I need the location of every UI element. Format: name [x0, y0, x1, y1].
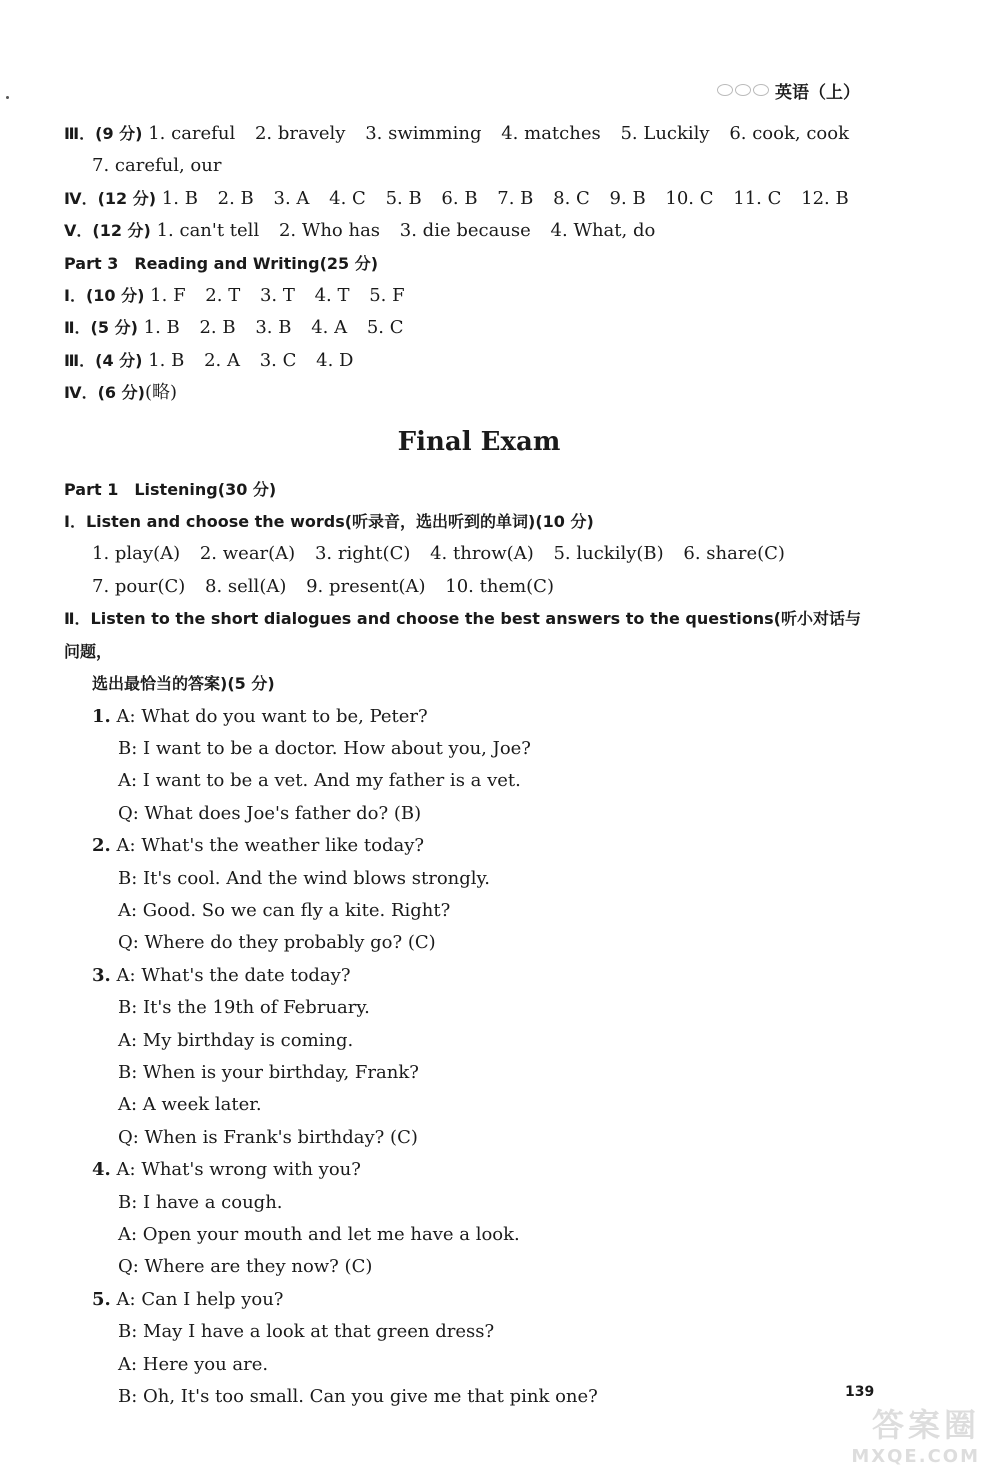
answer: 1. can't tell: [156, 220, 260, 242]
listening-section-ii-title-cont: 选出最恰当的答案)(5 分): [92, 674, 275, 694]
answer: 9. present(A): [306, 575, 426, 597]
answer: 3. swimming: [365, 123, 482, 144]
watermark-domain: MXQE.COM: [851, 1446, 980, 1467]
answer: 4. C: [329, 187, 366, 209]
listening-section-ii-title: Ⅱ．Listen to the short dialogues and choose the best answers to the questions(听小对话与问题，: [64, 609, 861, 661]
answer: 11. C: [733, 187, 782, 209]
answer: 2. B: [217, 187, 254, 209]
part3-iii-answers: Ⅲ．(4 分) 1. B 2. A 3. C 4. D: [64, 349, 354, 371]
answer: 2. Who has: [278, 220, 381, 242]
scan-mark: [6, 96, 9, 99]
answer: 8. C: [553, 187, 590, 209]
answer: 5. C: [366, 317, 404, 339]
answer: 4. throw(A): [430, 543, 534, 565]
dialogue-line: B: I want to be a doctor. How about you, Joe?: [118, 737, 531, 759]
answer: 3. T: [259, 285, 295, 307]
watermark-logo: [830, 1400, 980, 1472]
answer: 1. F: [150, 285, 186, 307]
dialogue-line: A: I want to be a vet. And my father is a vet.: [118, 770, 521, 792]
dialogue-line: B: It's the 19th of February.: [118, 997, 370, 1019]
answer: 1. B: [143, 317, 180, 339]
answer: 1. careful: [148, 123, 236, 144]
dialogue-line: A: Here you are.: [118, 1353, 269, 1375]
section-v-answers: Ⅴ．(12 分) 1. can't tell 2. Who has 3. die because 4. What, do: [64, 220, 656, 242]
answer: 4. T: [314, 285, 350, 307]
dialogue-line: 2. A: What's the weather like today?: [92, 835, 425, 857]
dialogue-line: A: Open your mouth and let me have a look.: [118, 1224, 520, 1245]
watermark-text: 答案圈: [871, 1406, 980, 1444]
answer: 3. B: [255, 317, 292, 339]
answer: 4. What, do: [550, 220, 656, 242]
answer: 10. C: [665, 187, 714, 209]
answer: 1. B: [161, 187, 198, 209]
answer-note: (略): [144, 382, 177, 404]
answer: 3. C: [259, 349, 297, 371]
answer: 1. B: [148, 349, 185, 371]
dialogue-line: B: When is your birthday, Frank?: [118, 1061, 419, 1083]
part3-iv-answers: Ⅳ．(6 分)(略): [64, 382, 177, 404]
answer: 5. luckily(B): [553, 543, 664, 565]
dialogue-line: 4. A: What's wrong with you?: [92, 1159, 361, 1181]
answer: 3. die because: [399, 220, 531, 242]
dialogue-line: A: Good. So we can fly a kite. Right?: [118, 899, 451, 921]
answer: 12. B: [801, 187, 849, 209]
answer: 4. A: [311, 317, 348, 339]
dialogue-line: Q: What does Joe's father do? (B): [118, 802, 422, 824]
answer: 1. play(A): [92, 543, 181, 565]
dialogue-line: Q: When is Frank's birthday? (C): [118, 1126, 418, 1148]
part3-title: Part 3 Reading and Writing(25 分): [64, 253, 379, 273]
page-header: [717, 76, 860, 104]
answer: 2. T: [205, 285, 241, 307]
page-number: 139: [845, 1384, 875, 1400]
dialogue-line: B: I have a cough.: [118, 1191, 283, 1213]
answer: 3. A: [273, 187, 310, 209]
answer: 2. B: [199, 317, 236, 339]
part3-i-answers: Ⅰ．(10 分) 1. F 2. T 3. T 4. T 5. F: [64, 285, 405, 307]
dialogue-line: Q: Where do they probably go? (C): [118, 932, 436, 954]
dialogue-line: B: Oh, It's too small. Can you give me that pink one?: [118, 1386, 598, 1408]
answer: 5. B: [385, 187, 422, 209]
header-subject: 英语（上）: [775, 82, 860, 103]
final-exam-title: Final Exam: [397, 426, 561, 457]
listening-section-i-title: Ⅰ．Listen and choose the words(听录音，选出听到的单词)(10 分): [64, 512, 594, 532]
section-iii-answers: Ⅲ．(9 分) 1. careful 2. bravely 3. swimming 4. matches 5. Luckily 6. cook, cook: [64, 123, 849, 144]
answer: 6. cook, cook: [729, 123, 849, 144]
answer: 7. pour(C): [92, 575, 186, 597]
answer: 4. matches: [501, 123, 601, 144]
answer: 6. B: [441, 187, 478, 209]
answer: 5. Luckily: [620, 123, 710, 144]
part1-title: Part 1 Listening(30 分): [64, 479, 277, 499]
answer: 8. sell(A): [205, 575, 287, 597]
answer: 9. B: [609, 187, 646, 209]
answer: 2. wear(A): [199, 543, 296, 565]
part3-ii-answers: Ⅱ．(5 分) 1. B 2. B 3. B 4. A 5. C: [64, 317, 404, 339]
answer: 7. B: [497, 187, 534, 209]
dialogue-line: 1. A: What do you want to be, Peter?: [92, 705, 428, 727]
answer: 4. D: [316, 349, 354, 371]
answer: 10. them(C): [445, 575, 554, 597]
dialogue-line: 5. A: Can I help you?: [92, 1288, 284, 1310]
answer: 5. F: [369, 285, 405, 307]
listening-section-i-row2: [64, 571, 874, 603]
dialogue-line: Q: Where are they now? (C): [118, 1256, 373, 1278]
section-iii-continued: 7. careful, our: [92, 155, 222, 177]
listening-section-i-row1: [64, 538, 874, 570]
answer: 2. bravely: [254, 123, 346, 144]
header-decoration-icon: [717, 84, 769, 96]
answer: 6. share(C): [683, 543, 785, 565]
dialogue-line: A: A week later.: [118, 1094, 262, 1116]
answer: 2. A: [204, 349, 240, 371]
dialogue-line: B: It's cool. And the wind blows strongly.: [118, 867, 491, 889]
page-content: [64, 118, 874, 1413]
dialogue-line: 3. A: What's the date today?: [92, 964, 351, 986]
dialogue-line: A: My birthday is coming.: [118, 1029, 354, 1051]
dialogue-line: B: May I have a look at that green dress?: [118, 1321, 495, 1343]
answer: 3. right(C): [314, 543, 411, 565]
section-iv-answers: Ⅳ．(12 分) 1. B 2. B 3. A 4. C 5. B 6. B 7. B 8. C 9. B 10. C 11. C 12. B: [64, 187, 849, 209]
